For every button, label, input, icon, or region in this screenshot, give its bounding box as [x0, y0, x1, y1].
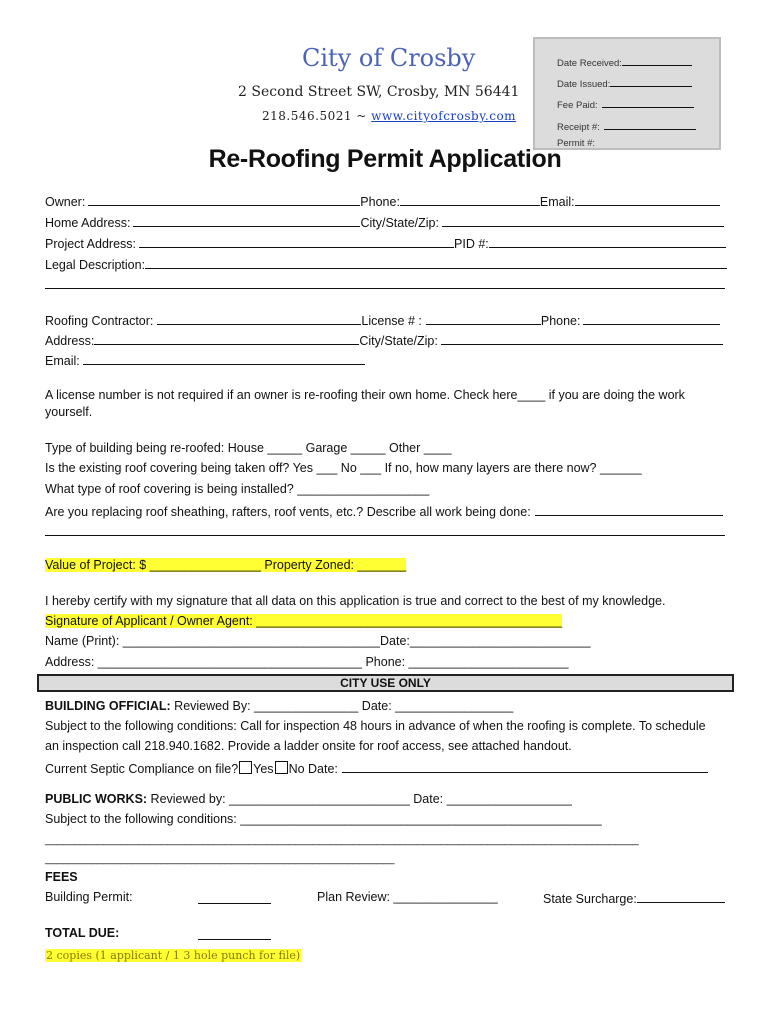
building-official-heading: BUILDING OFFICIAL:: [45, 699, 171, 713]
public-works-conditions[interactable]: Subject to the following conditions: ____________________________________________________: [45, 812, 602, 826]
applicant-address-line[interactable]: Address: ______________________________________ Phone: _______________________: [45, 655, 569, 669]
state-surcharge-field[interactable]: [637, 890, 725, 903]
contractor-address-label: Address:: [45, 334, 95, 348]
owner-email-field[interactable]: [575, 193, 720, 206]
date-received-row: [557, 53, 692, 69]
home-city-label: City/State/Zip:: [360, 216, 439, 230]
septic-yes-checkbox[interactable]: [239, 761, 252, 774]
home-address-row: [45, 214, 724, 230]
replacing-field[interactable]: [535, 503, 723, 516]
name-print-line[interactable]: Name (Print): _____________________________________Date:__________________________: [45, 634, 591, 648]
owner-phone-label: Phone:: [360, 195, 400, 209]
city-use-only-bar: CITY USE ONLY: [37, 674, 734, 692]
home-city-field[interactable]: [442, 214, 724, 227]
public-works-heading: PUBLIC WORKS:: [45, 792, 148, 806]
owner-field[interactable]: [88, 193, 360, 206]
owner-email-label: Email:: [539, 195, 575, 209]
total-due-field[interactable]: [198, 939, 271, 940]
fee-paid-row: [557, 95, 694, 111]
septic-row: [45, 760, 708, 776]
legal-description-label: Legal Description:: [45, 258, 146, 272]
contractor-address-field[interactable]: [94, 332, 359, 345]
contractor-label: Roofing Contractor:: [45, 314, 154, 328]
state-surcharge-row: [543, 890, 725, 906]
city-contact: [262, 109, 516, 123]
septic-no-checkbox[interactable]: [275, 761, 288, 774]
city-phone: 218.546.5021 ~: [262, 109, 372, 123]
contractor-email-label: Email:: [45, 354, 80, 368]
plan-review-line[interactable]: Plan Review: _______________: [317, 890, 498, 904]
contractor-phone-label: Phone:: [540, 314, 581, 328]
septic-label: Current Septic Compliance on file?: [45, 762, 239, 776]
replacing-question: Are you replacing roof sheathing, rafters, roof vents, etc.? Describe all work being done:: [45, 505, 531, 519]
pid-label: PID #:: [454, 237, 489, 251]
roof-covering-question: What type of roof covering is being installed? ___________________: [45, 482, 430, 496]
receipt-field[interactable]: [604, 117, 696, 130]
project-address-field[interactable]: [139, 235, 454, 248]
building-official-reviewed[interactable]: Reviewed By: _______________ Date: _________________: [170, 699, 514, 713]
public-works-reviewed[interactable]: Reviewed by: __________________________ Date: __________________: [147, 792, 572, 806]
signature-line[interactable]: Signature of Applicant / Owner Agent: ____________________________________________: [45, 614, 563, 628]
license-label: License # :: [361, 314, 422, 328]
license-note-line-1: A license number is not required if an owner is re-roofing their own home. Check here____ if you are doing the work: [45, 388, 685, 402]
building-official-row: [45, 699, 513, 713]
roof-taken-off-question: Is the existing roof covering being taken off? Yes ___ No ___ If no, how many layers are there now? ______: [45, 461, 642, 475]
legal-description-line-2[interactable]: [45, 288, 725, 289]
building-conditions-line-2: an inspection call 218.940.1682. Provide a ladder onsite for roof access, see attached handout.: [45, 739, 572, 753]
home-address-label: Home Address:: [45, 216, 131, 230]
pid-field[interactable]: [489, 235, 726, 248]
license-field[interactable]: [426, 312, 541, 325]
date-issued-field[interactable]: [610, 74, 692, 87]
contractor-city-label: City/State/Zip:: [359, 334, 438, 348]
building-conditions-line-1: Subject to the following conditions: Call for inspection 48 hours in advance of when the roofing is complete. To schedule: [45, 719, 706, 733]
page-title: Re-Roofing Permit Application: [208, 145, 562, 173]
value-of-project: Value of Project: $ ________________ Property Zoned: _______: [45, 558, 407, 572]
owner-row: [45, 193, 720, 209]
contractor-field[interactable]: [157, 312, 361, 325]
replacing-field-line-2[interactable]: [45, 535, 725, 536]
fee-paid-field[interactable]: [602, 95, 694, 108]
owner-phone-field[interactable]: [400, 193, 540, 206]
contractor-phone-field[interactable]: [583, 312, 720, 325]
building-permit-label: Building Permit:: [45, 890, 133, 904]
septic-no-label: No: [288, 762, 305, 776]
city-website-link[interactable]: www.cityofcrosby.com: [371, 109, 517, 123]
date-issued-row: [557, 74, 692, 90]
state-surcharge-label: State Surcharge:: [543, 892, 637, 906]
legal-description-field[interactable]: [145, 256, 727, 269]
septic-date-field[interactable]: [342, 760, 708, 773]
date-received-field[interactable]: [622, 53, 692, 66]
legal-description-row: [45, 256, 727, 272]
public-works-blank-1[interactable]: ______________________________________________________________________________________________________: [45, 834, 639, 846]
home-address-field[interactable]: [133, 214, 360, 227]
receipt-row: [557, 117, 696, 133]
building-type-question: Type of building being re-roofed: House _____ Garage _____ Other ____: [45, 441, 452, 455]
contractor-city-field[interactable]: [441, 332, 723, 345]
receipt-label: Receipt #:: [557, 122, 600, 133]
city-address: 2 Second Street SW, Crosby, MN 56441: [238, 84, 520, 100]
public-works-row: [45, 792, 572, 806]
license-note-line-2: yourself.: [45, 405, 93, 419]
certify-statement: I hereby certify with my signature that all data on this application is true and correct to the best of my knowledge.: [45, 594, 666, 608]
building-permit-field[interactable]: [198, 903, 271, 904]
city-name: City of Crosby: [302, 44, 476, 72]
owner-label: Owner:: [45, 195, 86, 209]
replacing-question-row: [45, 503, 723, 519]
project-address-label: Project Address:: [45, 237, 137, 251]
date-received-label: Date Received:: [557, 58, 622, 69]
septic-date-label: Date:: [304, 762, 338, 776]
fees-heading: FEES: [45, 870, 78, 884]
septic-yes-label: Yes: [253, 762, 274, 776]
date-issued-label: Date Issued:: [557, 79, 611, 90]
contractor-row: [45, 312, 720, 328]
fee-paid-label: Fee Paid:: [557, 100, 598, 111]
contractor-email-field[interactable]: [83, 352, 365, 365]
office-use-box: [533, 37, 721, 150]
contractor-address-row: [45, 332, 723, 348]
project-address-row: [45, 235, 726, 251]
copies-note: 2 copies (1 applicant / 1 3 hole punch for file): [46, 949, 301, 962]
permit-label: Permit #:: [557, 138, 596, 149]
contractor-email-row: [45, 352, 365, 368]
public-works-blank-2[interactable]: ____________________________________________________________: [45, 853, 395, 865]
total-due-label: TOTAL DUE:: [45, 926, 120, 940]
